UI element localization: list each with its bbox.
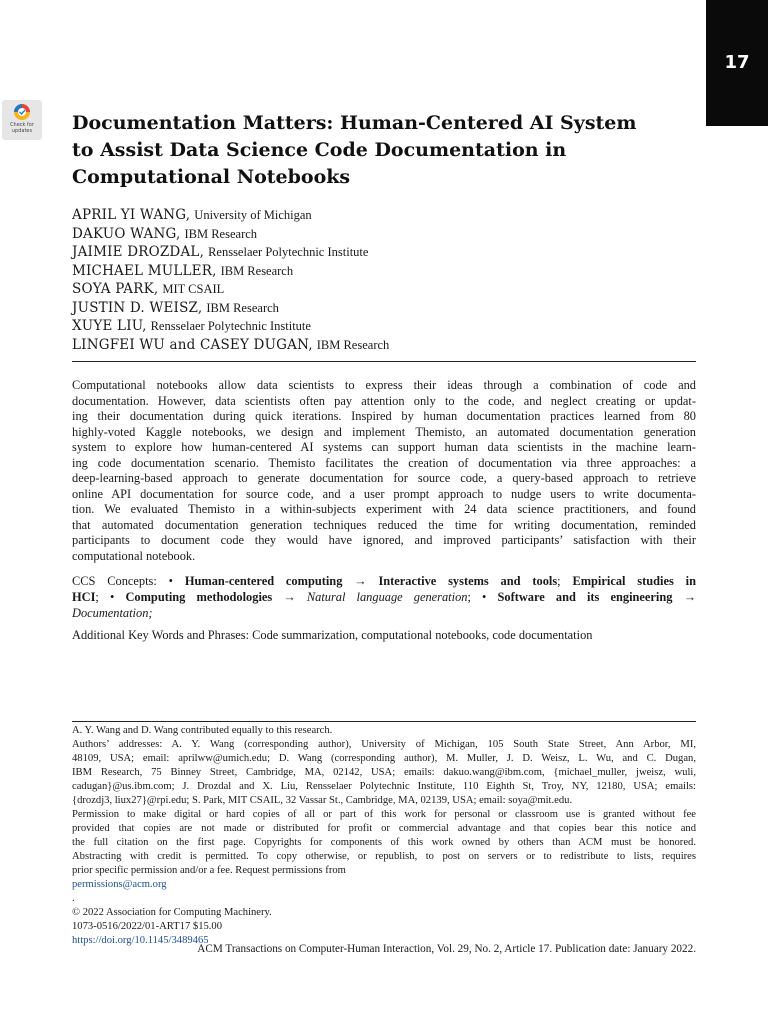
abstract-line: that automated documentation generation techniques reduced the time for writing documentation, reminded [72, 517, 696, 532]
abstract-line: documentation. However, data scientists often pay attention only to the code, and neglect creating or updat- [72, 393, 696, 408]
footnotes [72, 724, 696, 948]
abstract [72, 378, 696, 564]
abstract-line: deep-learning-based approach to generate documentation for source code, a query-based approach to retrieve [72, 471, 696, 485]
ccs-concept: Computing methodologies [125, 590, 273, 604]
ccs-line: HCI; • Computing methodologies → Natural language generation; • Software and its engineering → [72, 590, 696, 604]
author-name: MICHAEL MULLER, [72, 262, 217, 279]
check-for-updates-icon [2, 100, 42, 140]
author-item [72, 299, 692, 318]
footnote-line: Permission to make digital or hard copies of all or part of this work for personal or classroom use is granted without fee [72, 809, 696, 820]
title-line: Computational Notebooks [72, 166, 351, 188]
abstract-line: system to explore how human-centered AI systems can support human data scientists in the machine learn- [72, 440, 696, 454]
ccs-concept: Software and its engineering [497, 590, 673, 604]
title-line: Documentation Matters: Human-Centered AI System [72, 112, 637, 134]
footnote-line: provided that copies are not made or distributed for profit or commercial advantage and that copies bear this notice and [72, 823, 696, 834]
author-name: DAKUO WANG, [72, 225, 181, 242]
page-number: 17 [724, 52, 750, 73]
abstract-line: computational notebook. [72, 548, 196, 563]
ccs-concept: Human-centered computing [184, 574, 343, 588]
journal-footer: ACM Transactions on Computer-Human Interaction, Vol. 29, No. 2, Article 17. Publication date: January 2022. [197, 943, 696, 955]
author-name: APRIL YI WANG, [72, 207, 191, 223]
author-item [72, 262, 692, 281]
footnote-line: the full citation on the first page. Copyrights for components of this work owned by others than ACM must be honored. [72, 837, 696, 848]
author-list [72, 206, 692, 354]
author-name: LINGFEI WU and CASEY DUGAN, [72, 336, 313, 353]
copyright: © 2022 Association for Computing Machinery. [72, 907, 272, 918]
doi-link[interactable]: https://doi.org/10.1145/3489465 [72, 935, 209, 946]
ccs-concepts [72, 573, 696, 621]
abstract-line: participants to document code they would have ignored, and improved participants’ satisfaction with their [72, 533, 696, 547]
author-affiliation: IBM Research [206, 300, 279, 315]
check-for-updates-label: Check for updates [10, 122, 34, 134]
abstract-line: Computational notebooks allow data scientists to express their ideas through a combination of code and [72, 378, 696, 392]
ccs-concept: Documentation; [72, 606, 153, 620]
ccs-concept: Empirical studies in [572, 574, 696, 588]
author-affiliation: IBM Research [220, 263, 294, 278]
author-name: SOYA PARK, [72, 281, 159, 297]
footnote-line: 48109, USA; email: aprilww@umich.edu; D. Wang (corresponding author), M. Muller, J. D. Weisz, L. Wu, and C. Dugan, [72, 753, 696, 764]
author-item [72, 206, 692, 225]
footnote-line: IBM Research, 75 Binney Street, Cambridge, MA, 02142, USA; emails: dakuo.wang@ibm.com, {michael_muller, jweisz, wuli, [72, 767, 696, 778]
footnote-line: Abstracting with credit is permitted. To copy otherwise, or republish, to post on servers or to redistribute to lists, requires [72, 851, 696, 862]
ccs-concept: Interactive systems and tools [378, 574, 558, 588]
footnote-line: A. Y. Wang and D. Wang contributed equally to this research. [72, 725, 333, 736]
author-item [72, 336, 692, 355]
abstract-line: ing code documentation scenario. Themisto facilitates the creation of documentation via three approaches: a [72, 455, 696, 470]
author-affiliation: University of Michigan [194, 208, 312, 222]
footnote-line: Authors’ addresses: A. Y. Wang (corresponding author), University of Michigan, 105 South State Street, Ann Arbor, MI, [72, 739, 696, 750]
abstract-line: ing their documentation during quick iterations. Inspired by human documentation practices learned from 80 [72, 409, 696, 423]
keywords: Additional Key Words and Phrases: Code summarization, computational notebooks, code documentation [72, 628, 593, 642]
ccs-concept: HCI [72, 590, 96, 604]
author-affiliation: IBM Research [184, 226, 258, 241]
footnote-line: cadugan}@us.ibm.com; J. Drozdal and X. Liu, Rensselaer Polytechnic Institute, 110 Eighth St, Troy, NY, 12180, USA; emails: [72, 781, 696, 792]
abstract-line: highly-voted Kaggle notebooks, we design and implement Themisto, an automated documentation generation [72, 424, 696, 439]
paper-title [72, 110, 692, 191]
ccs-line: CCS Concepts: • Human-centered computing → Interactive systems and tools; Empirical studies in [72, 574, 696, 588]
ccs-line [72, 605, 696, 621]
author-item [72, 243, 692, 262]
author-item [72, 225, 692, 244]
ccs-concept: Natural language generation [306, 590, 468, 604]
divider-footnotes [72, 721, 696, 722]
abstract-line: online API documentation for source code, and a user prompt approach to nudge users to write documenta- [72, 486, 696, 501]
footnote-line: prior specific permission and/or a fee. Request permissions from permissions@acm.org . [72, 865, 346, 904]
divider-top [72, 361, 696, 362]
abstract-line: tion. We evaluated Themisto in a within-subjects experiment with 24 data science practitioners, and found [72, 502, 696, 516]
page-number-tab [706, 0, 768, 126]
author-name: JAIMIE DROZDAL, [72, 244, 205, 260]
author-item [72, 280, 692, 299]
author-affiliation: Rensselaer Polytechnic Institute [208, 245, 369, 259]
author-affiliation: Rensselaer Polytechnic Institute [150, 319, 311, 333]
author-affiliation: IBM Research [316, 337, 390, 352]
author-name: JUSTIN D. WEISZ, [72, 299, 203, 316]
issn: 1073-0516/2022/01-ART17 $15.00 [72, 921, 223, 932]
author-affiliation: MIT CSAIL [162, 282, 225, 296]
footnote-line: {drozdj3, liux27}@rpi.edu; S. Park, MIT CSAIL, 32 Vassar St., Cambridge, MA, 02139, USA; email: soya@mit.edu. [72, 795, 573, 806]
check-for-updates-badge[interactable] [2, 100, 42, 140]
author-item [72, 317, 692, 336]
author-name: XUYE LIU, [72, 318, 147, 334]
title-line: to Assist Data Science Code Documentation in [72, 139, 567, 161]
permissions-email-link[interactable]: permissions@acm.org [72, 879, 167, 890]
